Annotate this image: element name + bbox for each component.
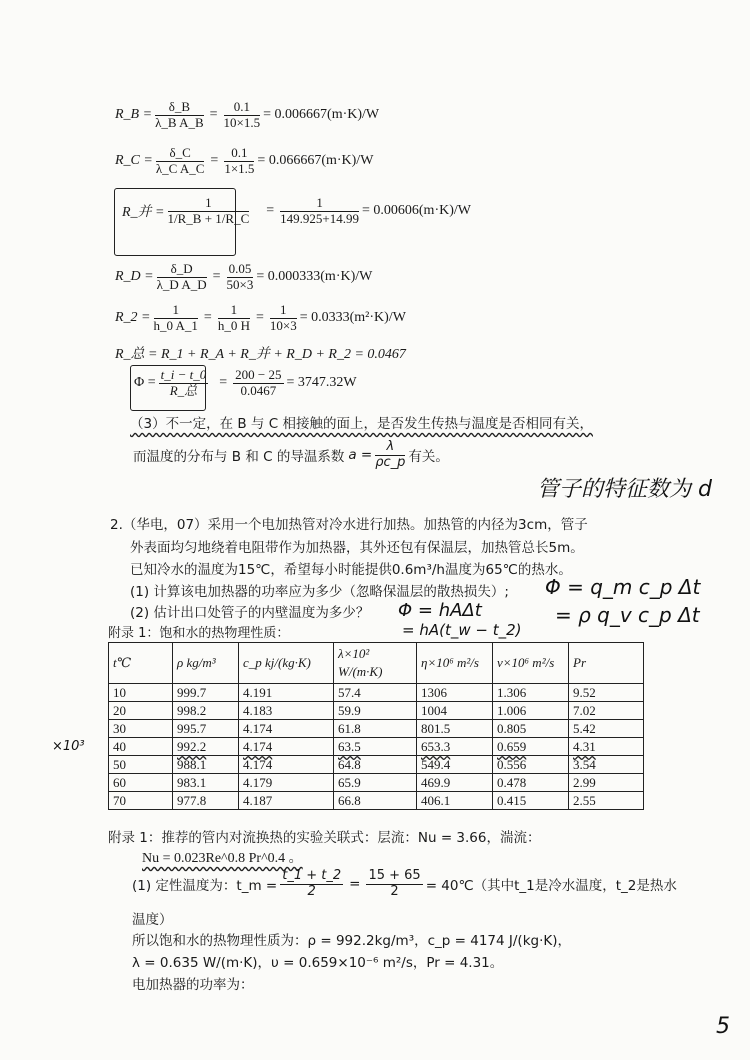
solution-power: 电加热器的功率为：	[132, 977, 254, 993]
table-cell: 1306	[417, 684, 493, 702]
fraction	[168, 196, 250, 227]
result: = 0.066667(m·K)/W	[257, 153, 374, 169]
fraction	[159, 368, 209, 399]
table-cell: 406.1	[417, 792, 493, 810]
lhs: a =	[348, 447, 373, 464]
table-cell: 998.2	[173, 702, 239, 720]
table-cell: 4.183	[239, 702, 334, 720]
numerator: 1	[280, 196, 359, 212]
numerator: 0.1	[224, 100, 261, 116]
table-cell: 61.8	[334, 720, 417, 738]
appendix-correlation: 附录 1：推荐的管内对流换热的实验关联式：层流：Nu = 3.66，湍流：	[108, 830, 541, 846]
table-cell: 30	[109, 720, 173, 738]
numerator: 1	[154, 303, 198, 319]
table-row	[109, 756, 644, 774]
table-row	[109, 738, 644, 756]
lhs: Φ =	[134, 375, 156, 391]
table-cell: 64.8	[334, 756, 417, 774]
handwritten-note: Φ = hAΔt	[398, 600, 482, 621]
numerator: 0.05	[227, 262, 254, 278]
numerator: δ_D	[157, 262, 207, 278]
fraction	[157, 262, 207, 293]
denominator: λ_C A_C	[155, 160, 205, 176]
problem2-question1: (1) 计算该电加热器的功率应为多少（忽略保温层的散热损失）;	[130, 584, 509, 600]
denominator: 1×1.5	[224, 160, 255, 176]
table-cell: 988.1	[173, 756, 239, 774]
table-cell: 20	[109, 702, 173, 720]
table-cell: 4.31	[569, 738, 644, 756]
table-cell: 2.99	[569, 774, 644, 792]
fraction	[218, 303, 250, 334]
denominator: h_0 A_1	[153, 317, 198, 333]
table-cell: 0.805	[493, 720, 569, 738]
fraction	[280, 869, 343, 900]
lhs: R_并 =	[122, 205, 165, 221]
table-cell: 57.4	[334, 684, 417, 702]
table-cell: 4.174	[239, 738, 334, 756]
table-cell: 653.3	[417, 738, 493, 756]
table-row	[109, 792, 644, 810]
table-row	[109, 684, 644, 702]
fraction	[154, 303, 198, 334]
table-cell: 66.8	[334, 792, 417, 810]
lhs: R_D =	[115, 269, 154, 285]
equation-rc: R_C = $\frac{\delta\_C}{\text{λ\_C A\_C}}$ = $\frac{0.1}{1\times 1.5}$ = 0.066667(m·K)/W	[115, 145, 374, 176]
table-cell: 992.2	[173, 738, 239, 756]
table-cell: 0.478	[493, 774, 569, 792]
fraction	[280, 196, 359, 227]
table-cell: 801.5	[417, 720, 493, 738]
fraction	[366, 869, 422, 900]
fraction	[270, 303, 297, 334]
handwritten-note: = ρ q_v c_p Δt	[555, 603, 700, 627]
table-cell: 1.006	[493, 702, 569, 720]
denominator: 50×3	[226, 276, 254, 292]
result: = 0.0333(m²·K)/W	[299, 310, 406, 326]
text: = 40℃（其中t_1是冷水温度，t_2是热水	[425, 878, 677, 895]
table-cell: 469.9	[417, 774, 493, 792]
table-row	[109, 774, 644, 792]
table-row	[109, 702, 644, 720]
problem2-line3: 已知冷水的温度为15℃，希望每小时能提供0.6m³/h温度为65℃的热水。	[130, 562, 572, 578]
table-cell: 4.179	[239, 774, 334, 792]
result: = 3747.32W	[286, 375, 357, 391]
fraction	[224, 146, 254, 177]
solution-step1: (1) 定性温度为：t_m = $\frac{t\_1 + t\_2}{2}$ = $\frac{15 + 65}{2}$ = 40℃（其中t_1是冷水温度，t_2是热水	[132, 868, 677, 899]
column-header: c_p kj/(kg·K)	[239, 643, 334, 684]
table-cell: 4.187	[239, 792, 334, 810]
denominator: 2	[307, 883, 316, 899]
problem2-line2: 外表面均匀地绕着电阻带作为加热器，其外还包有保温层，加热管总长5m。	[130, 540, 584, 556]
column-header: ρ kg/m³	[173, 643, 239, 684]
numerator: 0.1	[224, 146, 254, 162]
handwritten-note: 管子的特征数为 d	[537, 477, 712, 502]
numerator: 1	[168, 196, 250, 212]
table-cell: 60	[109, 774, 173, 792]
table-cell: 70	[109, 792, 173, 810]
lhs: R_2 =	[115, 310, 151, 326]
denominator: 10×3	[269, 317, 297, 333]
table-cell: 999.7	[173, 684, 239, 702]
fraction	[375, 440, 405, 471]
handwritten-note: Φ = q_m c_p Δt	[545, 575, 701, 599]
result: = 0.000333(m·K)/W	[256, 269, 373, 285]
table-cell: 1004	[417, 702, 493, 720]
numerator: 15 + 65	[368, 868, 421, 883]
denominator: λ_D A_D	[156, 276, 207, 292]
denominator: 10×1.5	[223, 114, 261, 130]
numerator: δ_B	[155, 100, 204, 116]
denominator: R_总	[169, 382, 198, 398]
lhs: R_B =	[115, 107, 153, 123]
table-cell: 549.4	[417, 756, 493, 774]
fraction	[155, 100, 204, 131]
table-cell: 5.42	[569, 720, 644, 738]
equation-rb: R_B = $\frac{\delta\_B}{\text{λ\_B A\_B}}$ = $\frac{0.1}{10\times 1.5}$ = 0.006667(m·K)/W	[115, 99, 380, 130]
denominator: 1/R_B + 1/R_C	[167, 210, 250, 226]
problem2-question2: (2) 估计出口处管子的内壁温度为多少？	[130, 605, 370, 621]
fraction	[233, 368, 283, 399]
equation-r2: R_2 = $\frac{1}{h\_0 A\_1}$ = $\frac{1}{h\_0 H}$ = $\frac{1}{10\times 3}$ = 0.0333(m²·K)/W	[115, 302, 406, 333]
table-cell: 10	[109, 684, 173, 702]
table-cell: 65.9	[334, 774, 417, 792]
table-cell: 40	[109, 738, 173, 756]
handwritten-note: = hA(t_w − t_2)	[402, 621, 522, 639]
table-cell: 0.556	[493, 756, 569, 774]
numerator: 1	[218, 303, 250, 319]
problem2-line1: 2.（华电，07）采用一个电加热管对冷水进行加热。加热管的内径为3cm，管子	[110, 517, 588, 533]
table-cell: 4.174	[239, 756, 334, 774]
equation-rd: R_D = $\frac{\delta\_D}{\text{λ\_D A\_D}}$ = $\frac{0.05}{50\times 3}$ = 0.000333(m·K)/W	[115, 261, 373, 292]
solution-properties: 所以饱和水的热物理性质为：ρ = 992.2kg/m³，c_p = 4174 J/(kg·K)，	[132, 933, 571, 949]
result: = 0.00606(m·K)/W	[362, 203, 471, 219]
table-cell: 4.174	[239, 720, 334, 738]
page-number: 5	[716, 1014, 730, 1039]
water-properties-table	[108, 642, 644, 810]
table-row	[109, 720, 644, 738]
column-header: η×10⁶ m²/s	[417, 643, 493, 684]
table-header-row	[109, 643, 644, 684]
table-cell: 0.415	[493, 792, 569, 810]
table-cell: 2.55	[569, 792, 644, 810]
equation-phi: Φ = $\frac{t\_i - t\_0}{\text{R\_总}}$ = $\frac{200 - 25}{0.0467}$ = 3747.32W	[134, 367, 357, 398]
denominator: λ_B A_B	[155, 114, 204, 130]
turbulent-correlation: Nu = 0.023Re^0.8 Pr^0.4 。	[142, 851, 303, 866]
numerator: t_1 + t_2	[282, 868, 342, 883]
table-cell: 995.7	[173, 720, 239, 738]
column-header: λ×10² W/(m·K)	[334, 643, 417, 684]
result: = 0.006667(m·K)/W	[263, 107, 380, 123]
fraction	[156, 146, 205, 177]
appendix-title: 附录 1：饱和水的热物理性质：	[108, 626, 290, 641]
denominator: 0.0467	[240, 382, 277, 398]
table-cell: 9.52	[569, 684, 644, 702]
numerator: δ_C	[156, 146, 205, 162]
lhs: R_C =	[115, 153, 153, 169]
table-cell: 4.191	[239, 684, 334, 702]
equation-r-total: R_总 = R_1 + R_A + R_并 + R_D + R_2 = 0.0467	[115, 347, 406, 362]
text: 而温度的分布与 B 和 C 的导温系数	[133, 449, 345, 466]
denominator: 149.925+14.99	[280, 210, 359, 226]
denominator: 2	[390, 883, 399, 899]
table-cell: 977.8	[173, 792, 239, 810]
numerator: t_i − t_0	[160, 367, 207, 382]
part3-line2	[133, 440, 449, 471]
table-cell: 0.659	[493, 738, 569, 756]
equation-r-parallel: R_并 = $\frac{1}{1/R\_B + 1/R\_C}$ = $\frac{1}{149.925+14.99}$ = 0.00606(m·K)/W	[122, 195, 471, 226]
denominator: h_0 H	[217, 317, 250, 333]
table-cell: 3.54	[569, 756, 644, 774]
fraction	[227, 262, 254, 293]
denominator: ρc_p	[375, 454, 406, 470]
numerator: 200 − 25	[235, 367, 282, 382]
table-cell: 63.5	[334, 738, 417, 756]
column-header: Pr	[569, 643, 644, 684]
solution-step1-cont: 温度）	[132, 912, 173, 928]
column-header: t℃	[109, 643, 173, 684]
part3-line1: （3）不一定，在 B 与 C 相接触的面上，是否发生传热与温度是否相同有关，	[130, 416, 593, 432]
fraction	[224, 100, 261, 131]
handwritten-note: ×10³	[52, 739, 85, 754]
table-cell: 1.306	[493, 684, 569, 702]
numerator: 1	[270, 303, 297, 319]
table-cell: 983.1	[173, 774, 239, 792]
table-cell: 7.02	[569, 702, 644, 720]
column-header: ν×10⁶ m²/s	[493, 643, 569, 684]
table-cell: 50	[109, 756, 173, 774]
solution-properties-cont: λ = 0.635 W/(m·K)，υ = 0.659×10⁻⁶ m²/s，Pr = 4.31。	[132, 955, 504, 971]
numerator: λ	[375, 440, 405, 456]
table-cell: 59.9	[334, 702, 417, 720]
text: (1) 定性温度为：t_m =	[132, 878, 278, 895]
text: 有关。	[408, 449, 449, 466]
